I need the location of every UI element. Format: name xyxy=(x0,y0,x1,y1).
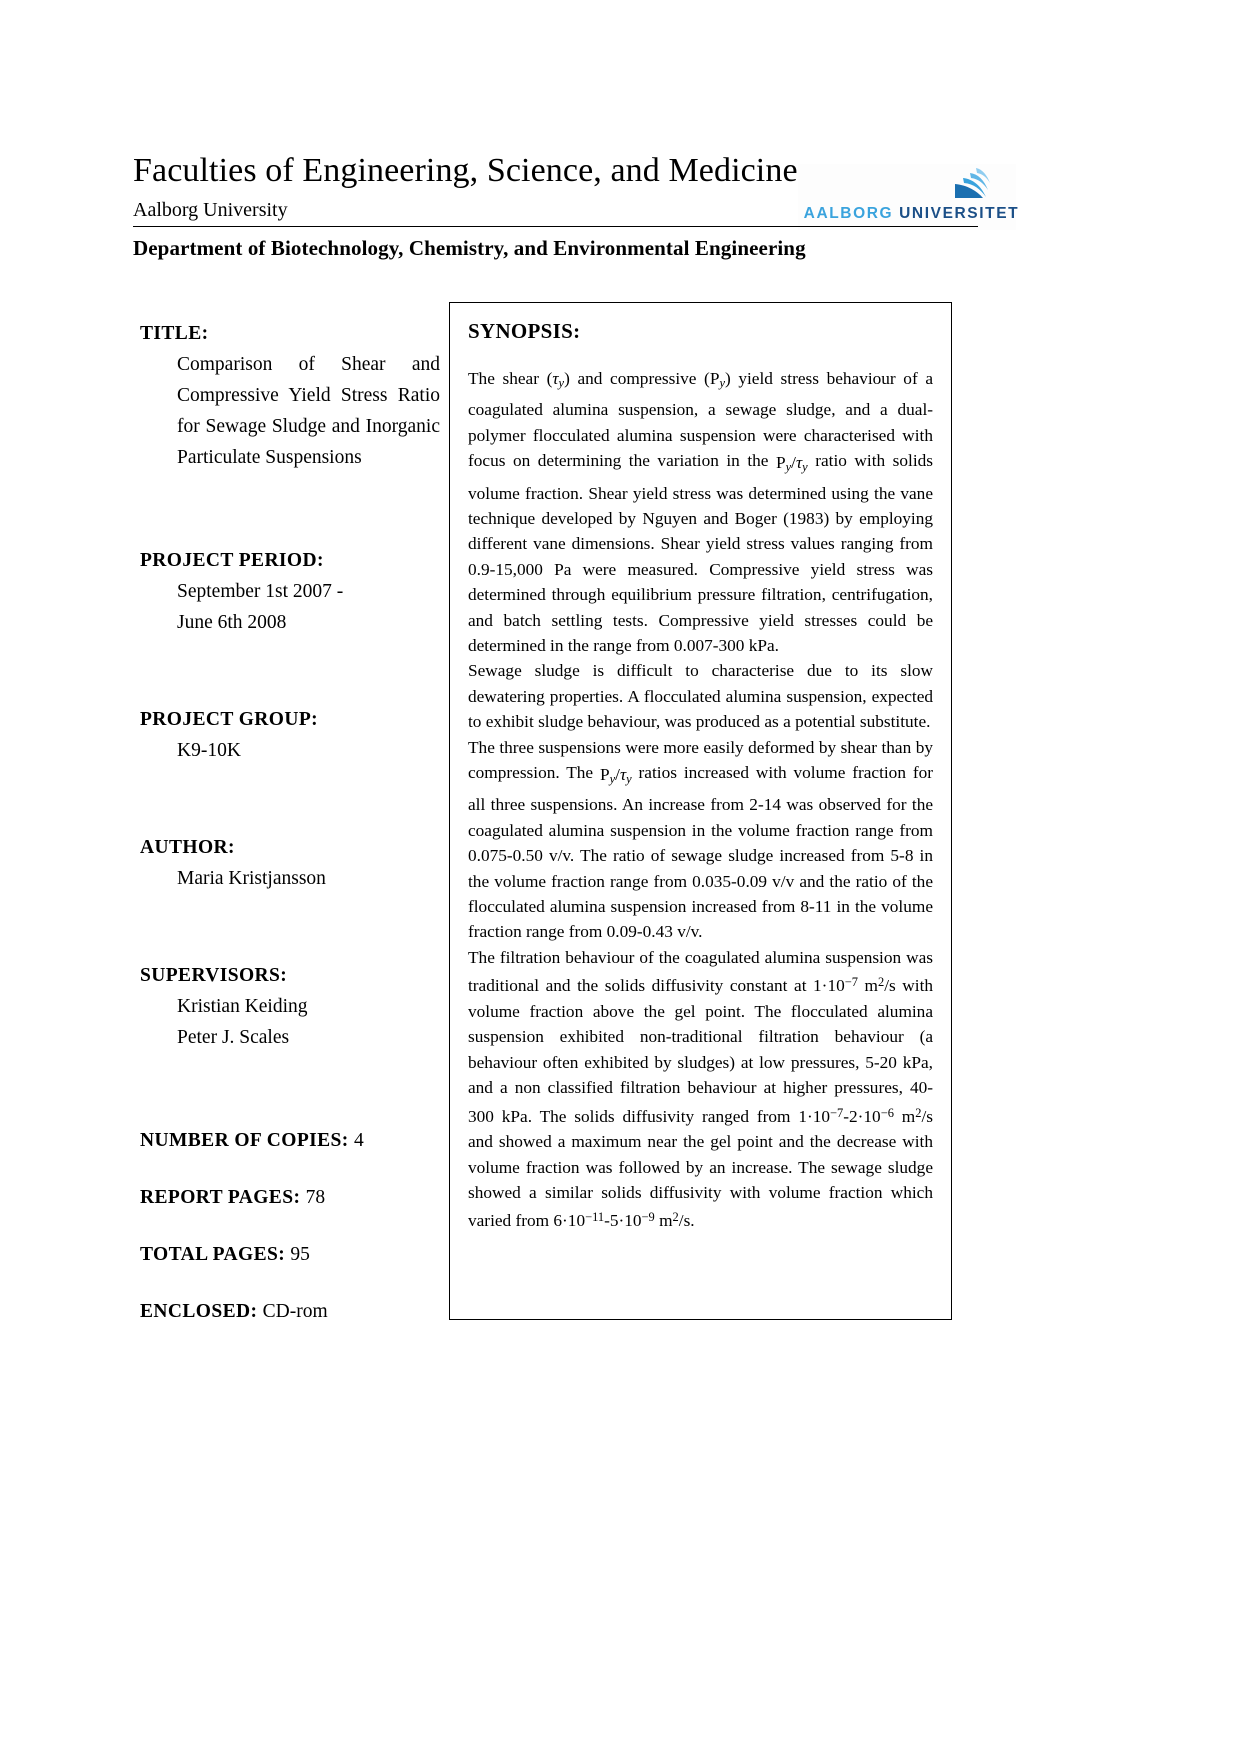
syn-ratio2-den-sub: y xyxy=(626,772,632,786)
syn-p4-c: /s with volume fraction above the gel point. The flocculated alumina suspension exhibited non-traditional filtration behaviour (a behaviour often exhibited by sludges) at low pressures, 5-20 kPa, and a non classified filtration behaviour at higher pressures, 40-300 kPa. The solids diffusivity ranged from 1·10 xyxy=(468,976,934,1126)
syn-p4-f: /s and showed a maximum near the gel point and the decrease with volume fraction was followed by an increase. The sewage sludge showed a similar solids diffusivity with volume fraction which varied from 6·10 xyxy=(468,1106,933,1231)
project-period-line-2: June 6th 2008 xyxy=(177,612,287,633)
syn-ratio-num: P xyxy=(776,452,786,472)
syn-py-sub-y: y xyxy=(719,376,725,391)
total-pages-label-text: TOTAL PAGES: xyxy=(140,1244,286,1265)
syn-tau-sub-y: y xyxy=(558,376,565,391)
report-pages-label xyxy=(140,1182,440,1213)
syn-p4-g: -5·10 xyxy=(604,1211,642,1231)
project-group-label: PROJECT GROUP: xyxy=(140,709,319,730)
syn-p4-a: The filtration behaviour of the coagulated alumina suspension was traditional and the solids diffusivity constant at 1·10 xyxy=(468,947,933,996)
synopsis-paragraph-3 xyxy=(468,735,933,945)
syn-p4-b: m xyxy=(864,976,878,996)
field-report-pages xyxy=(140,1182,440,1213)
report-pages-value: 78 xyxy=(305,1187,326,1208)
faculty-title: Faculties of Engineering, Science, and Medicine xyxy=(133,152,798,189)
project-period-label: PROJECT PERIOD: xyxy=(140,550,324,571)
report-pages-label-text: REPORT PAGES: xyxy=(140,1187,301,1208)
total-pages-value: 95 xyxy=(290,1244,310,1265)
syn-p1-c: ) yield stress behaviour of a coagulated alumina suspension, a sewage sludge, and a dual-polymer flocculated alumina suspension were characterised with focus on determining the variation in the xyxy=(468,369,934,471)
field-author xyxy=(140,832,440,894)
syn-py-tau-ratio: $P_y/\tau_y$ xyxy=(776,452,808,475)
report-metadata-column xyxy=(140,318,440,1327)
supervisors-label: SUPERVISORS: xyxy=(140,965,288,986)
syn-p3-b: ratios increased with volume fraction for all three suspensions. An increase from 2-14 was observed for the coagulated alumina suspension in the volume fraction range from 0.075-0.50 v/v. The ratio of sewage sludge increased from 5-8 in the volume fraction range from 0.035-0.09 v/v and the ratio of the flocculated alumina suspension increased from 8-11 in the volume fraction range from 0.09-0.43 v/v. xyxy=(468,763,933,942)
supervisor-2: Peter J. Scales xyxy=(177,1027,290,1048)
syn-p4-exp2: −7 xyxy=(830,1105,844,1120)
field-title xyxy=(140,318,440,473)
project-group-value: K9-10K xyxy=(177,740,241,761)
syn-p4-sup2: 2 xyxy=(877,975,885,990)
number-of-copies-label-text: NUMBER OF COPIES: xyxy=(140,1130,349,1151)
field-number-of-copies xyxy=(140,1125,440,1156)
syn-p1-b: ) and compressive (P xyxy=(564,369,720,388)
syn-p1-a: The shear ( xyxy=(468,369,553,388)
syn-p4-exp5: −9 xyxy=(641,1210,655,1225)
number-of-copies-label xyxy=(140,1125,440,1156)
project-period-line-1: September 1st 2007 - xyxy=(177,581,344,602)
syn-p4-exp4: −11 xyxy=(585,1210,605,1225)
field-enclosed xyxy=(140,1296,440,1327)
syn-tau-symbol: τ xyxy=(552,369,559,388)
syn-p4-i: /s. xyxy=(678,1211,695,1231)
synopsis-body xyxy=(468,366,933,1234)
department-title: Department of Biotechnology, Chemistry, and Environmental Engineering xyxy=(133,236,806,260)
total-pages-label xyxy=(140,1239,440,1270)
syn-ratio-den: τ xyxy=(795,452,803,472)
syn-ratio2-num-sub: y xyxy=(609,772,616,786)
field-project-period xyxy=(140,545,440,638)
title-label: TITLE: xyxy=(140,323,209,344)
synopsis-paragraph-2: Sewage sludge is difficult to characterise due to its slow dewatering properties. A flocculated alumina suspension, expected to exhibit sludge behaviour, was produced as a potential substitute. xyxy=(468,661,933,732)
syn-ratio-num-sub: y xyxy=(785,460,792,475)
field-total-pages xyxy=(140,1239,440,1270)
number-of-copies-value: 4 xyxy=(353,1130,364,1151)
author-label: AUTHOR: xyxy=(140,837,235,858)
header-divider-rule xyxy=(133,226,978,227)
enclosed-label-text: ENCLOSED: xyxy=(140,1301,258,1322)
supervisor-1: Kristian Keiding xyxy=(177,996,308,1017)
syn-p4-exp3: −6 xyxy=(880,1105,894,1120)
syn-p4-sup3: 2 xyxy=(915,1105,922,1120)
syn-ratio2-den: τ xyxy=(619,764,627,784)
aau-logo-word-universitet: UNIVERSITET xyxy=(899,205,1020,222)
syn-p3-a: The three suspensions were more easily deformed by shear than by compression. The xyxy=(468,737,933,783)
syn-ratio2-num: P xyxy=(599,764,610,784)
enclosed-value: CD-rom xyxy=(262,1301,328,1322)
title-value: Comparison of Shear and Compressive Yield Stress Ratio for Sewage Sludge and Inorganic Particulate Suspensions xyxy=(177,354,440,468)
syn-p1-d: ratio with solids volume fraction. Shear yield stress was determined using the vane technique developed by Nguyen and Boger (1983) by employing different vane dimensions. Shear yield stress values ranging from 0.9-15,000 Pa were measured. Compressive yield stress was determined through equilibrium pressure filtration, centrifugation, and batch settling tests. Compressive yield stresses could be determined in the range from 0.007-300 kPa. xyxy=(468,451,933,656)
field-project-group xyxy=(140,704,440,766)
aau-wave-mark-icon xyxy=(946,166,992,199)
aalborg-university-logo xyxy=(798,164,1020,230)
synopsis-paragraph-4 xyxy=(468,945,933,1234)
syn-p4-exp1: −7 xyxy=(844,975,858,990)
syn-p4-e: m xyxy=(901,1106,916,1126)
synopsis-box xyxy=(449,302,952,1320)
synopsis-paragraph-1 xyxy=(468,366,933,658)
syn-py-tau-ratio-2: $P_y/\tau_y$ xyxy=(599,764,632,786)
field-supervisors xyxy=(140,960,440,1053)
aau-logo-wordmark xyxy=(804,205,1020,223)
syn-ratio-den-sub: y xyxy=(802,460,808,475)
aau-logo-word-aalborg: AALBORG xyxy=(803,205,894,222)
page-header xyxy=(133,150,1020,230)
syn-p4-h: m xyxy=(659,1211,673,1231)
university-name: Aalborg University xyxy=(133,199,288,221)
syn-p4-d: -2·10 xyxy=(843,1106,881,1126)
header-text-block xyxy=(133,150,798,223)
synopsis-heading: SYNOPSIS: xyxy=(468,319,581,343)
enclosed-label xyxy=(140,1296,440,1327)
syn-p4-sup4: 2 xyxy=(672,1210,679,1225)
author-value: Maria Kristjansson xyxy=(177,868,326,889)
